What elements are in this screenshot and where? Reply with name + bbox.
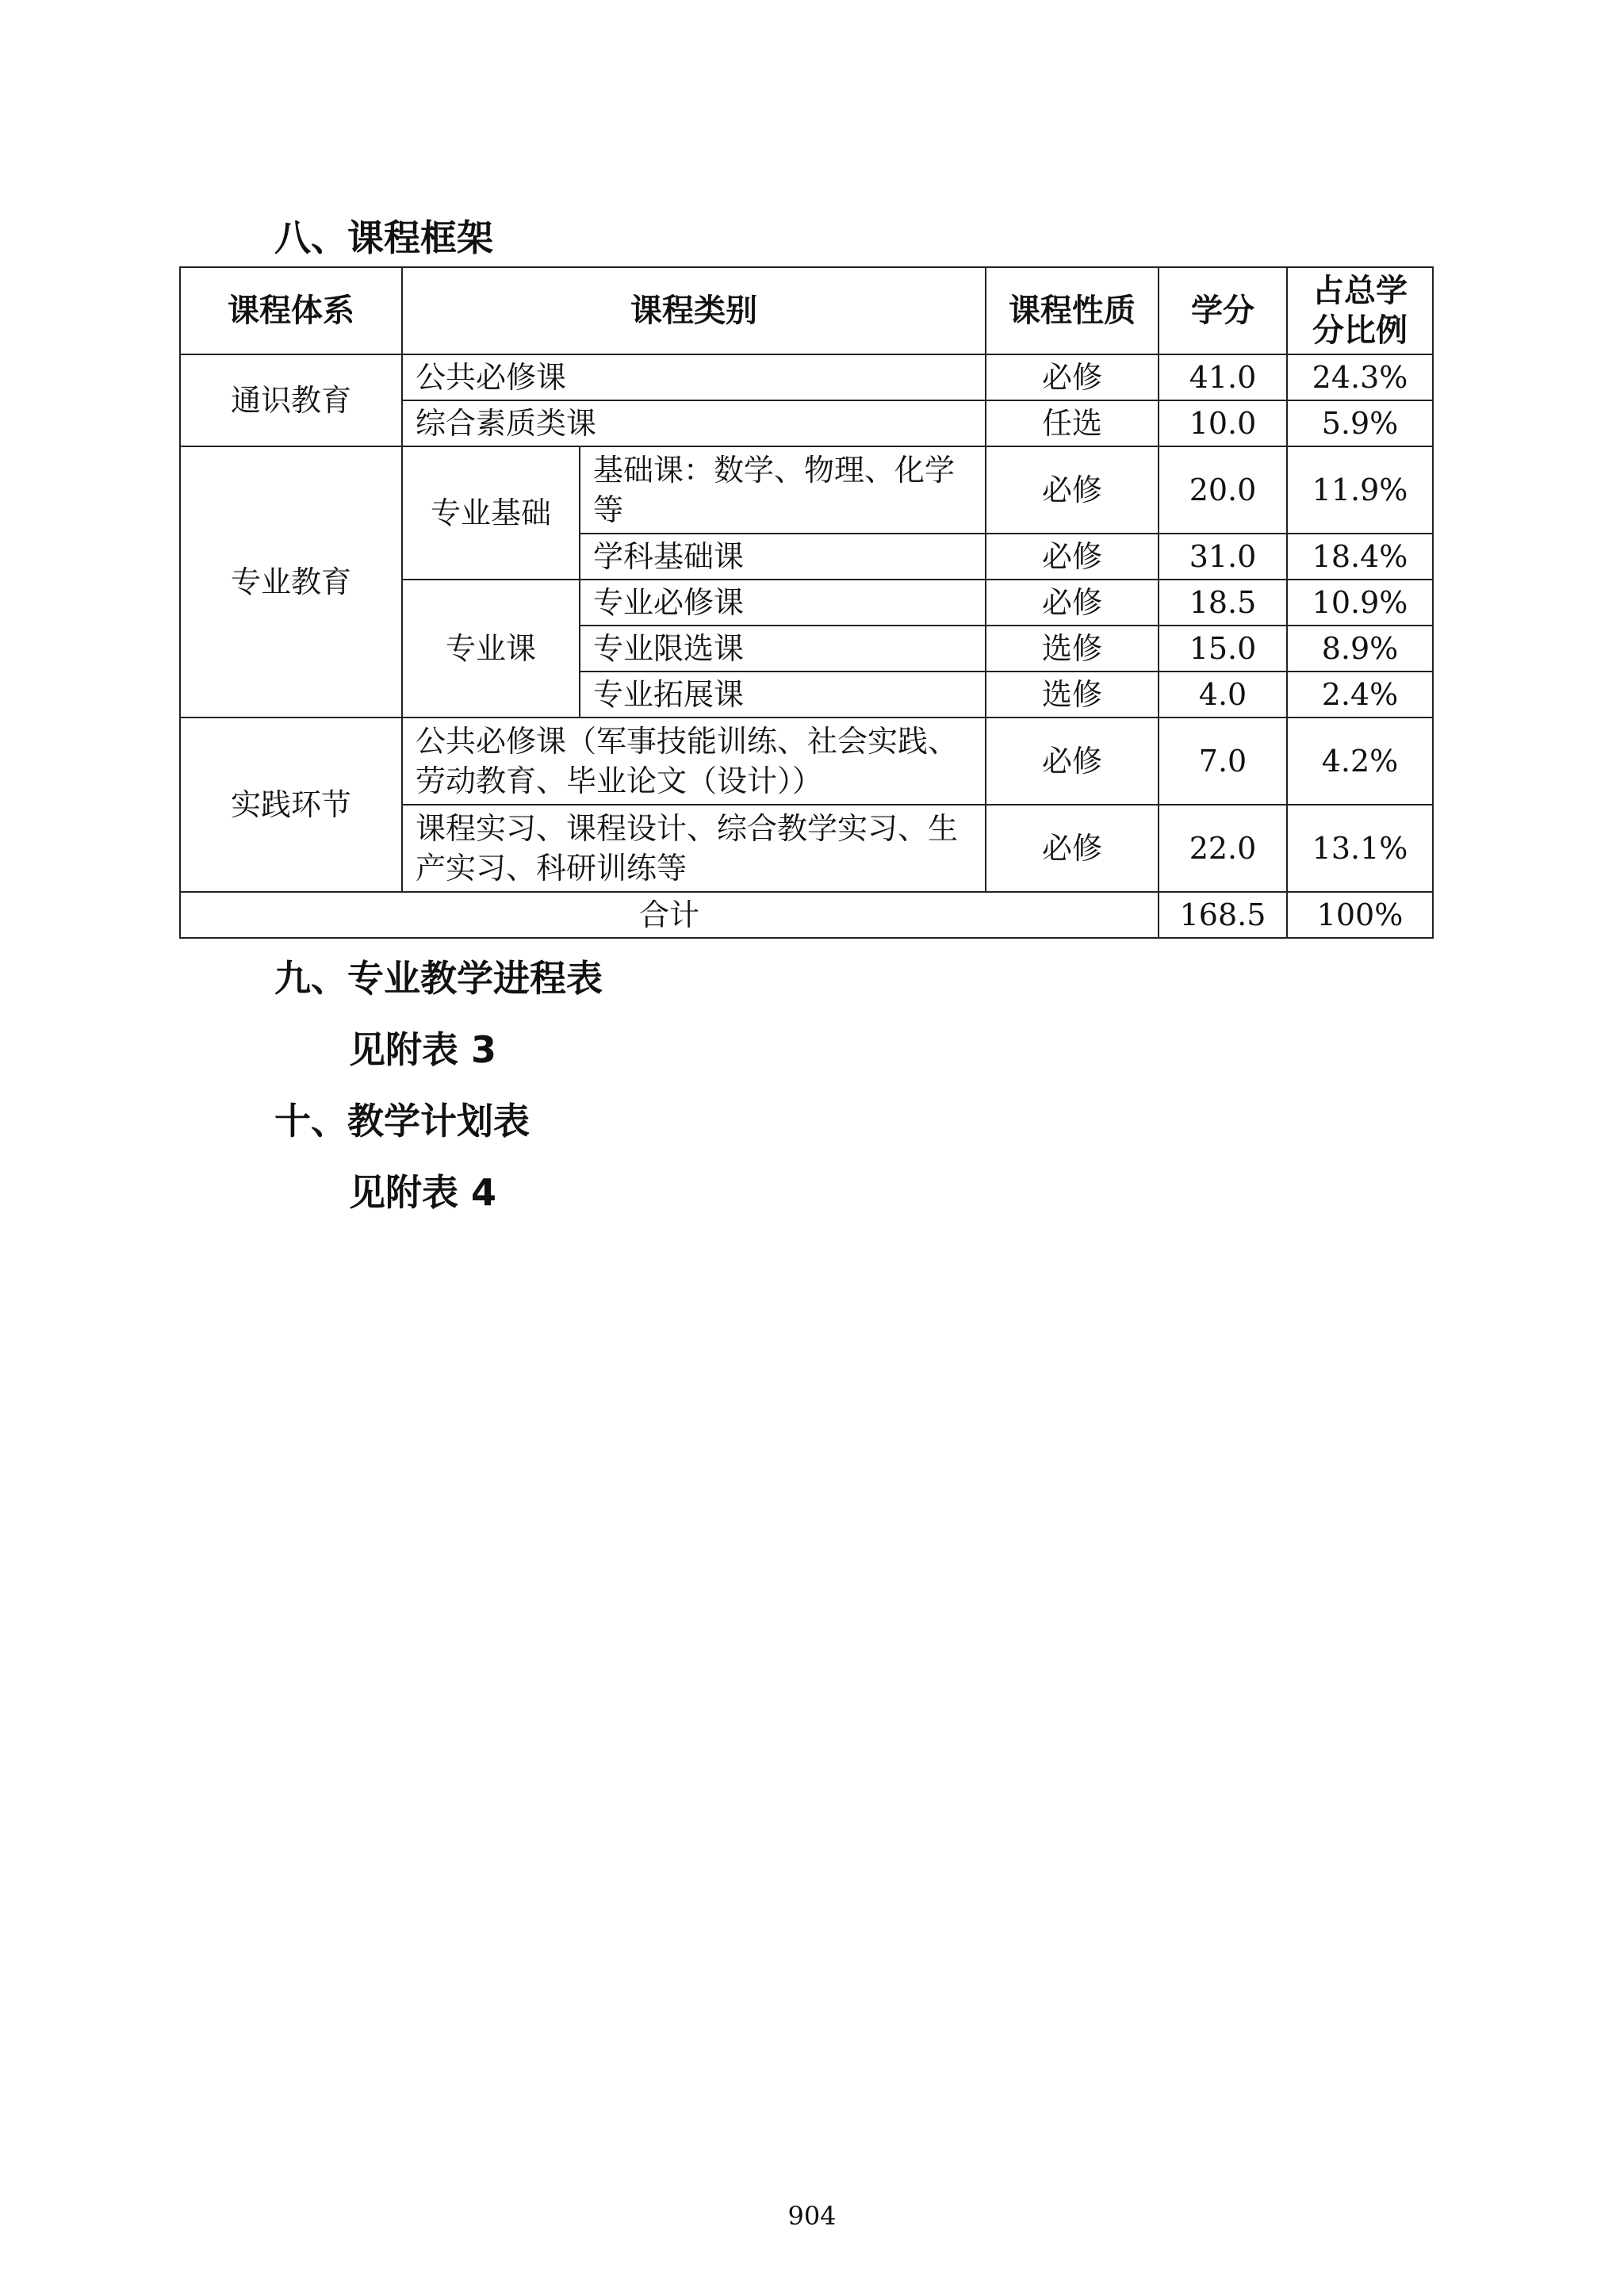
nature-cell: 选修 bbox=[986, 672, 1159, 718]
category-cell: 专业限选课 bbox=[580, 626, 986, 672]
ratio-cell: 13.1% bbox=[1287, 805, 1433, 892]
header-category: 课程类别 bbox=[402, 267, 986, 354]
section-8-title: 八、课程框架 bbox=[274, 216, 493, 259]
credits-cell: 4.0 bbox=[1159, 672, 1287, 718]
ratio-cell: 24.3% bbox=[1287, 354, 1433, 400]
credits-cell: 22.0 bbox=[1159, 805, 1287, 892]
nature-cell: 任选 bbox=[986, 400, 1159, 446]
group-cell-foundation: 专业基础 bbox=[402, 446, 580, 580]
category-cell: 公共必修课（军事技能训练、社会实践、劳动教育、毕业论文（设计）） bbox=[402, 718, 986, 805]
header-nature: 课程性质 bbox=[986, 267, 1159, 354]
ratio-cell: 5.9% bbox=[1287, 400, 1433, 446]
page-number: 904 bbox=[787, 2201, 837, 2231]
table-row bbox=[180, 446, 1433, 534]
credits-cell: 15.0 bbox=[1159, 626, 1287, 672]
category-cell: 学科基础课 bbox=[580, 534, 986, 580]
category-cell: 专业必修课 bbox=[580, 580, 986, 626]
header-ratio: 占总学分比例 bbox=[1287, 267, 1433, 354]
credits-cell: 18.5 bbox=[1159, 580, 1287, 626]
nature-cell: 必修 bbox=[986, 534, 1159, 580]
section-9-title: 九、专业教学进程表 bbox=[274, 957, 603, 1000]
nature-cell: 必修 bbox=[986, 718, 1159, 805]
section-10-title: 十、教学计划表 bbox=[274, 1100, 530, 1142]
nature-cell: 必修 bbox=[986, 446, 1159, 534]
ratio-cell: 4.2% bbox=[1287, 718, 1433, 805]
nature-cell: 必修 bbox=[986, 580, 1159, 626]
category-cell: 综合素质类课 bbox=[402, 400, 986, 446]
ratio-cell: 8.9% bbox=[1287, 626, 1433, 672]
category-cell: 专业拓展课 bbox=[580, 672, 986, 718]
category-cell: 公共必修课 bbox=[402, 354, 986, 400]
system-cell-general: 通识教育 bbox=[180, 354, 402, 446]
header-credits: 学分 bbox=[1159, 267, 1287, 354]
credits-cell: 31.0 bbox=[1159, 534, 1287, 580]
ratio-cell: 18.4% bbox=[1287, 534, 1433, 580]
course-framework-table bbox=[179, 266, 1434, 939]
table-row bbox=[180, 718, 1433, 805]
system-cell-major: 专业教育 bbox=[180, 446, 402, 718]
credits-cell: 7.0 bbox=[1159, 718, 1287, 805]
category-cell: 课程实习、课程设计、综合教学实习、生产实习、科研训练等 bbox=[402, 805, 986, 892]
credits-cell: 41.0 bbox=[1159, 354, 1287, 400]
group-cell-courses: 专业课 bbox=[402, 580, 580, 718]
credits-cell: 20.0 bbox=[1159, 446, 1287, 534]
ratio-cell: 11.9% bbox=[1287, 446, 1433, 534]
category-cell: 基础课：数学、物理、化学等 bbox=[580, 446, 986, 534]
section-9-reference: 见附表 3 bbox=[349, 1028, 497, 1071]
ratio-cell: 2.4% bbox=[1287, 672, 1433, 718]
total-row bbox=[180, 892, 1433, 938]
section-10-reference: 见附表 4 bbox=[349, 1171, 497, 1214]
ratio-cell: 10.9% bbox=[1287, 580, 1433, 626]
total-label: 合计 bbox=[180, 892, 1159, 938]
header-system: 课程体系 bbox=[180, 267, 402, 354]
nature-cell: 选修 bbox=[986, 626, 1159, 672]
total-credits: 168.5 bbox=[1159, 892, 1287, 938]
table-header-row bbox=[180, 267, 1433, 354]
nature-cell: 必修 bbox=[986, 354, 1159, 400]
system-cell-practice: 实践环节 bbox=[180, 718, 402, 892]
table-row bbox=[180, 354, 1433, 400]
total-ratio: 100% bbox=[1287, 892, 1433, 938]
nature-cell: 必修 bbox=[986, 805, 1159, 892]
credits-cell: 10.0 bbox=[1159, 400, 1287, 446]
